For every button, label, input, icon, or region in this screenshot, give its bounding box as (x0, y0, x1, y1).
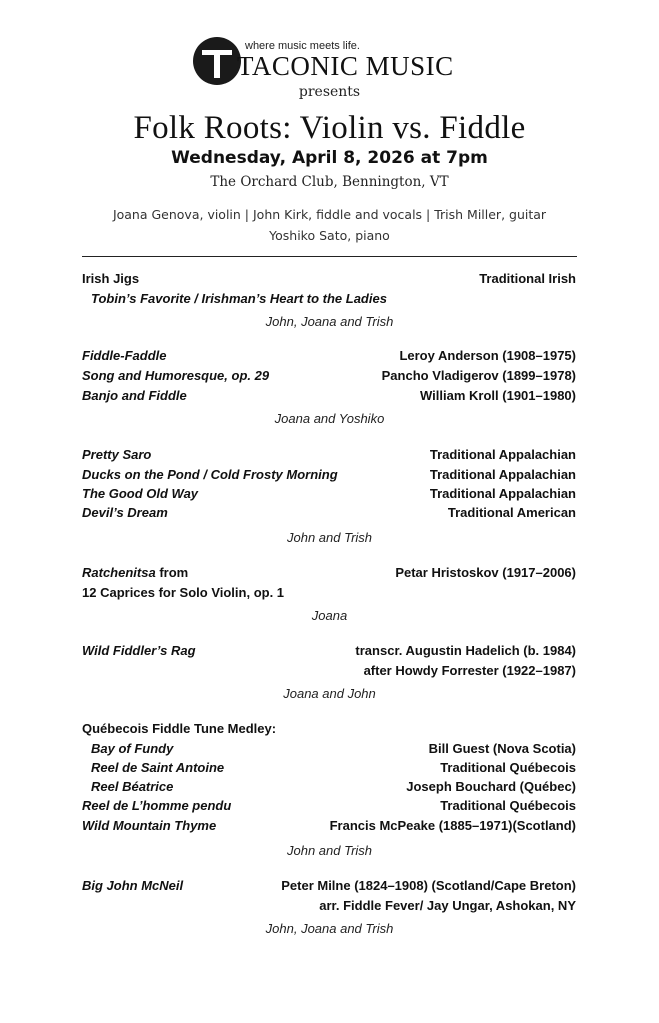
set-performers: John, Joana and Trish (265, 314, 394, 329)
work-composer: transcr. Augustin Hadelich (b. 1984) (355, 643, 576, 658)
work-composer: William Kroll (1901–1980) (420, 388, 576, 403)
taconic-music-logo (193, 37, 473, 87)
work-title: Irish Jigs (82, 271, 140, 286)
work-title: Big John McNeil (82, 878, 184, 893)
work-title (82, 565, 188, 580)
set-performers: John and Trish (286, 530, 373, 545)
work-composer: Traditional Appalachian (429, 447, 576, 462)
program-item (82, 565, 576, 583)
program-item (82, 878, 576, 896)
program-item (82, 760, 576, 778)
work-title: Wild Fiddler’s Rag (82, 643, 196, 658)
work-title: Devil’s Dream (82, 505, 168, 520)
work-title: The Good Old Way (82, 486, 199, 501)
logo-name: TACONIC MUSIC (237, 51, 454, 81)
program-item (82, 348, 576, 366)
work-composer: Pancho Vladigerov (1899–1978) (381, 368, 576, 383)
program-item (82, 818, 576, 836)
work-title: Song and Humoresque, op. 29 (82, 368, 270, 383)
program-item (82, 486, 576, 504)
concert-venue: The Orchard Club, Bennington, VT (210, 174, 449, 190)
header-divider (82, 256, 577, 257)
work-composer: Peter Milne (1824–1908) (Scotland/Cape Breton) (281, 878, 576, 893)
set-performers: John, Joana and Trish (265, 921, 394, 936)
program-item (82, 291, 576, 309)
work-composer: Traditional Appalachian (429, 467, 576, 482)
set-performers: Joana and John (283, 686, 376, 701)
work-title: Banjo and Fiddle (82, 388, 187, 403)
work-title-line-2: 12 Caprices for Solo Violin, op. 1 (82, 585, 285, 600)
work-composer: Petar Hristoskov (1917–2006) (395, 565, 576, 580)
program-item (82, 368, 576, 386)
set-performers: Joana and Yoshiko (274, 411, 385, 426)
work-title: Pretty Saro (82, 447, 152, 462)
logo-t-icon (193, 37, 241, 85)
medley-heading: Québecois Fiddle Tune Medley: (82, 721, 277, 736)
work-title: Bay of Fundy (91, 741, 174, 756)
program-item (82, 663, 576, 681)
program-item (82, 271, 576, 289)
work-title: Reel Béatrice (91, 779, 174, 794)
work-composer: Traditional Irish (479, 271, 576, 286)
program-item (82, 741, 576, 759)
work-title: Reel de L’homme pendu (82, 798, 232, 813)
work-composer-2: after Howdy Forrester (1922–1987) (363, 663, 576, 678)
program-item (82, 643, 576, 661)
concert-date: Wednesday, April 8, 2026 at 7pm (171, 148, 488, 168)
work-title: Reel de Saint Antoine (91, 760, 225, 775)
performers-line-2: Yoshiko Sato, piano (269, 228, 390, 243)
work-composer: Bill Guest (Nova Scotia) (428, 741, 576, 756)
work-composer: Francis McPeake (1885–1971)(Scotland) (329, 818, 576, 833)
work-title-rest: from (155, 565, 189, 580)
work-composer: Traditional Appalachian (429, 486, 576, 501)
program-item (82, 505, 576, 523)
concert-title: Folk Roots: Violin vs. Fiddle (133, 110, 526, 146)
work-composer: Traditional American (447, 505, 576, 520)
program-item (82, 898, 576, 916)
program-item (82, 447, 576, 465)
logo-tagline: where music meets life. (245, 40, 360, 52)
work-title: Fiddle-Faddle (82, 348, 167, 363)
work-composer: Joseph Bouchard (Québec) (406, 779, 576, 794)
program-item (82, 467, 576, 485)
work-title: Wild Mountain Thyme (82, 818, 217, 833)
program-item (82, 585, 576, 603)
performers-line-1: Joana Genova, violin | John Kirk, fiddle and vocals | Trish Miller, guitar (112, 207, 547, 222)
work-composer: Traditional Québecois (440, 798, 576, 813)
program-item (82, 798, 576, 816)
program-item (82, 388, 576, 406)
set-performers: Joana (311, 608, 348, 623)
presents-text: presents (298, 84, 361, 100)
work-subtitle: Tobin’s Favorite / Irishman’s Heart to the Ladies (91, 291, 387, 306)
program-item (82, 779, 576, 797)
work-composer-2: arr. Fiddle Fever/ Jay Ungar, Ashokan, NY (319, 898, 576, 913)
work-composer: Traditional Québecois (440, 760, 576, 775)
work-composer: Leroy Anderson (1908–1975) (399, 348, 576, 363)
work-title-italic: Ratchenitsa (82, 565, 156, 580)
program-item (82, 721, 576, 739)
set-performers: John and Trish (286, 843, 373, 858)
work-title: Ducks on the Pond / Cold Frosty Morning (82, 467, 338, 482)
